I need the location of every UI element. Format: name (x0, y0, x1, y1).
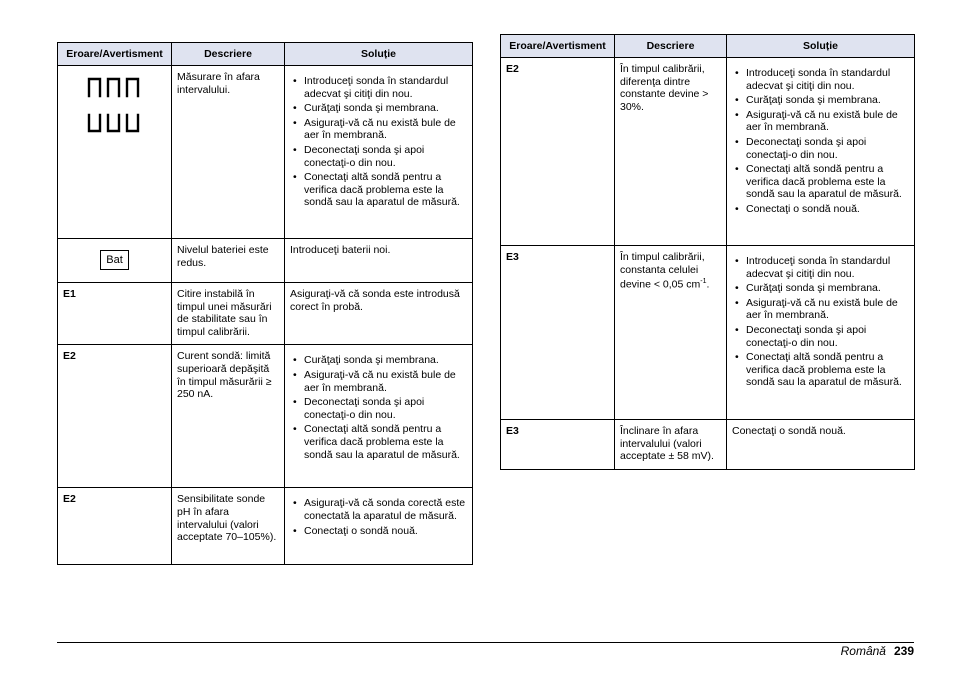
solution-cell: Asiguraţi-vă că sonda este introdusă corect în probă. (285, 283, 473, 345)
solution-item: • Asiguraţi-vă că nu există bule de aer în membrană. (290, 369, 467, 394)
header-solution: Soluție (285, 43, 473, 66)
solution-cell: Conectaţi o sondă nouă. (727, 420, 915, 470)
error-code: E2 (58, 345, 172, 488)
solution-item: • Conectaţi altă sondă pentru a verifica dacă problema este la sondă sau la aparatul de măsură. (290, 171, 467, 209)
description-cell (615, 246, 727, 420)
solution-cell (727, 58, 915, 246)
battery-indicator-icon: Bat (100, 250, 129, 270)
table-row (58, 488, 473, 565)
solution-item: • Introduceţi sonda în standardul adecvat şi citiţi din nou. (732, 255, 909, 280)
solution-item: • Deconectaţi sonda şi apoi conectaţi-o din nou. (290, 396, 467, 421)
error-code: E2 (58, 488, 172, 565)
description-cell: În timpul calibrării, diferenţa dintre constante devine > 30%. (615, 58, 727, 246)
error-table-left (57, 42, 473, 565)
solution-item: • Curăţaţi sonda şi membrana. (290, 102, 467, 115)
description-cell: Citire instabilă în timpul unei măsurări de stabilitate sau în timpul calibrării. (172, 283, 285, 345)
description-text: În timpul calibrării, constanta celulei devine < 0,05 cm (620, 251, 705, 291)
solution-item: • Asiguraţi-vă că nu există bule de aer în membrană. (732, 297, 909, 322)
header-solution: Soluție (727, 35, 915, 58)
table-row (58, 239, 473, 283)
solution-item: • Curăţaţi sonda şi membrana. (290, 354, 467, 367)
description-cell: Curent sondă: limită superioară depăşită în timpul măsurării ≥ 250 nA. (172, 345, 285, 488)
solution-cell (727, 246, 915, 420)
solution-cell: Introduceţi baterii noi. (285, 239, 473, 283)
segment-display-nnn-icon (86, 76, 144, 98)
solution-item: • Deconectaţi sonda şi apoi conectaţi-o din nou. (290, 144, 467, 169)
table-row (58, 345, 473, 488)
header-code: Eroare/Avertisment (58, 43, 172, 66)
page-footer (841, 644, 914, 658)
solution-item: • Conectaţi o sondă nouă. (290, 525, 467, 538)
table-row (501, 420, 915, 470)
solution-item: • Curăţaţi sonda şi membrana. (732, 282, 909, 295)
error-table-right (500, 34, 915, 470)
solution-cell (285, 345, 473, 488)
solution-item: • Conectaţi altă sondă pentru a verifica dacă problema este la sondă sau la aparatul de măsură. (732, 163, 909, 201)
footer-divider (57, 642, 914, 643)
solution-item: • Curăţaţi sonda şi membrana. (732, 94, 909, 107)
description-cell: Înclinare în afara intervalului (valori acceptate ± 58 mV). (615, 420, 727, 470)
page-number: 239 (893, 644, 914, 658)
table-row (501, 58, 915, 246)
description-superscript: -1 (700, 278, 707, 286)
solution-item: • Conectaţi altă sondă pentru a verifica dacă problema este la sondă sau la aparatul de măsură. (732, 351, 909, 389)
battery-indicator-cell (58, 239, 172, 283)
description-cell: Măsurare în afara intervalului. (172, 66, 285, 239)
description-end: . (706, 278, 710, 291)
table-row (58, 283, 473, 345)
header-row (501, 35, 915, 58)
segment-display-uuu-icon (86, 112, 144, 134)
header-description: Descriere (172, 43, 285, 66)
table-row (58, 66, 473, 239)
segment-display-cell (58, 66, 172, 239)
solution-item: • Asiguraţi-vă că sonda corectă este conectată la aparatul de măsură. (290, 497, 467, 522)
footer-language: Română (840, 644, 886, 658)
solution-cell (285, 488, 473, 565)
header-code: Eroare/Avertisment (501, 35, 615, 58)
solution-item: • Conectaţi o sondă nouă. (732, 203, 909, 216)
solution-item: • Deconectaţi sonda şi apoi conectaţi-o din nou. (732, 136, 909, 161)
solution-item: • Asiguraţi-vă că nu există bule de aer în membrană. (732, 109, 909, 134)
error-code: E2 (501, 58, 615, 246)
solution-item: • Deconectaţi sonda şi apoi conectaţi-o din nou. (732, 324, 909, 349)
error-code: E3 (501, 246, 615, 420)
solution-item: • Conectaţi altă sondă pentru a verifica dacă problema este la sondă sau la aparatul de măsură. (290, 423, 467, 461)
error-code: E1 (58, 283, 172, 345)
header-row (58, 43, 473, 66)
solution-item: • Introduceţi sonda în standardul adecvat şi citiţi din nou. (290, 75, 467, 100)
description-cell: Nivelul bateriei este redus. (172, 239, 285, 283)
header-description: Descriere (615, 35, 727, 58)
table-row (501, 246, 915, 420)
description-cell: Sensibilitate sonde pH în afara intervalului (valori acceptate 70–105%). (172, 488, 285, 565)
solution-cell (285, 66, 473, 239)
error-code: E3 (501, 420, 615, 470)
solution-item: • Asiguraţi-vă că nu există bule de aer în membrană. (290, 117, 467, 142)
solution-item: • Introduceţi sonda în standardul adecvat şi citiţi din nou. (732, 67, 909, 92)
